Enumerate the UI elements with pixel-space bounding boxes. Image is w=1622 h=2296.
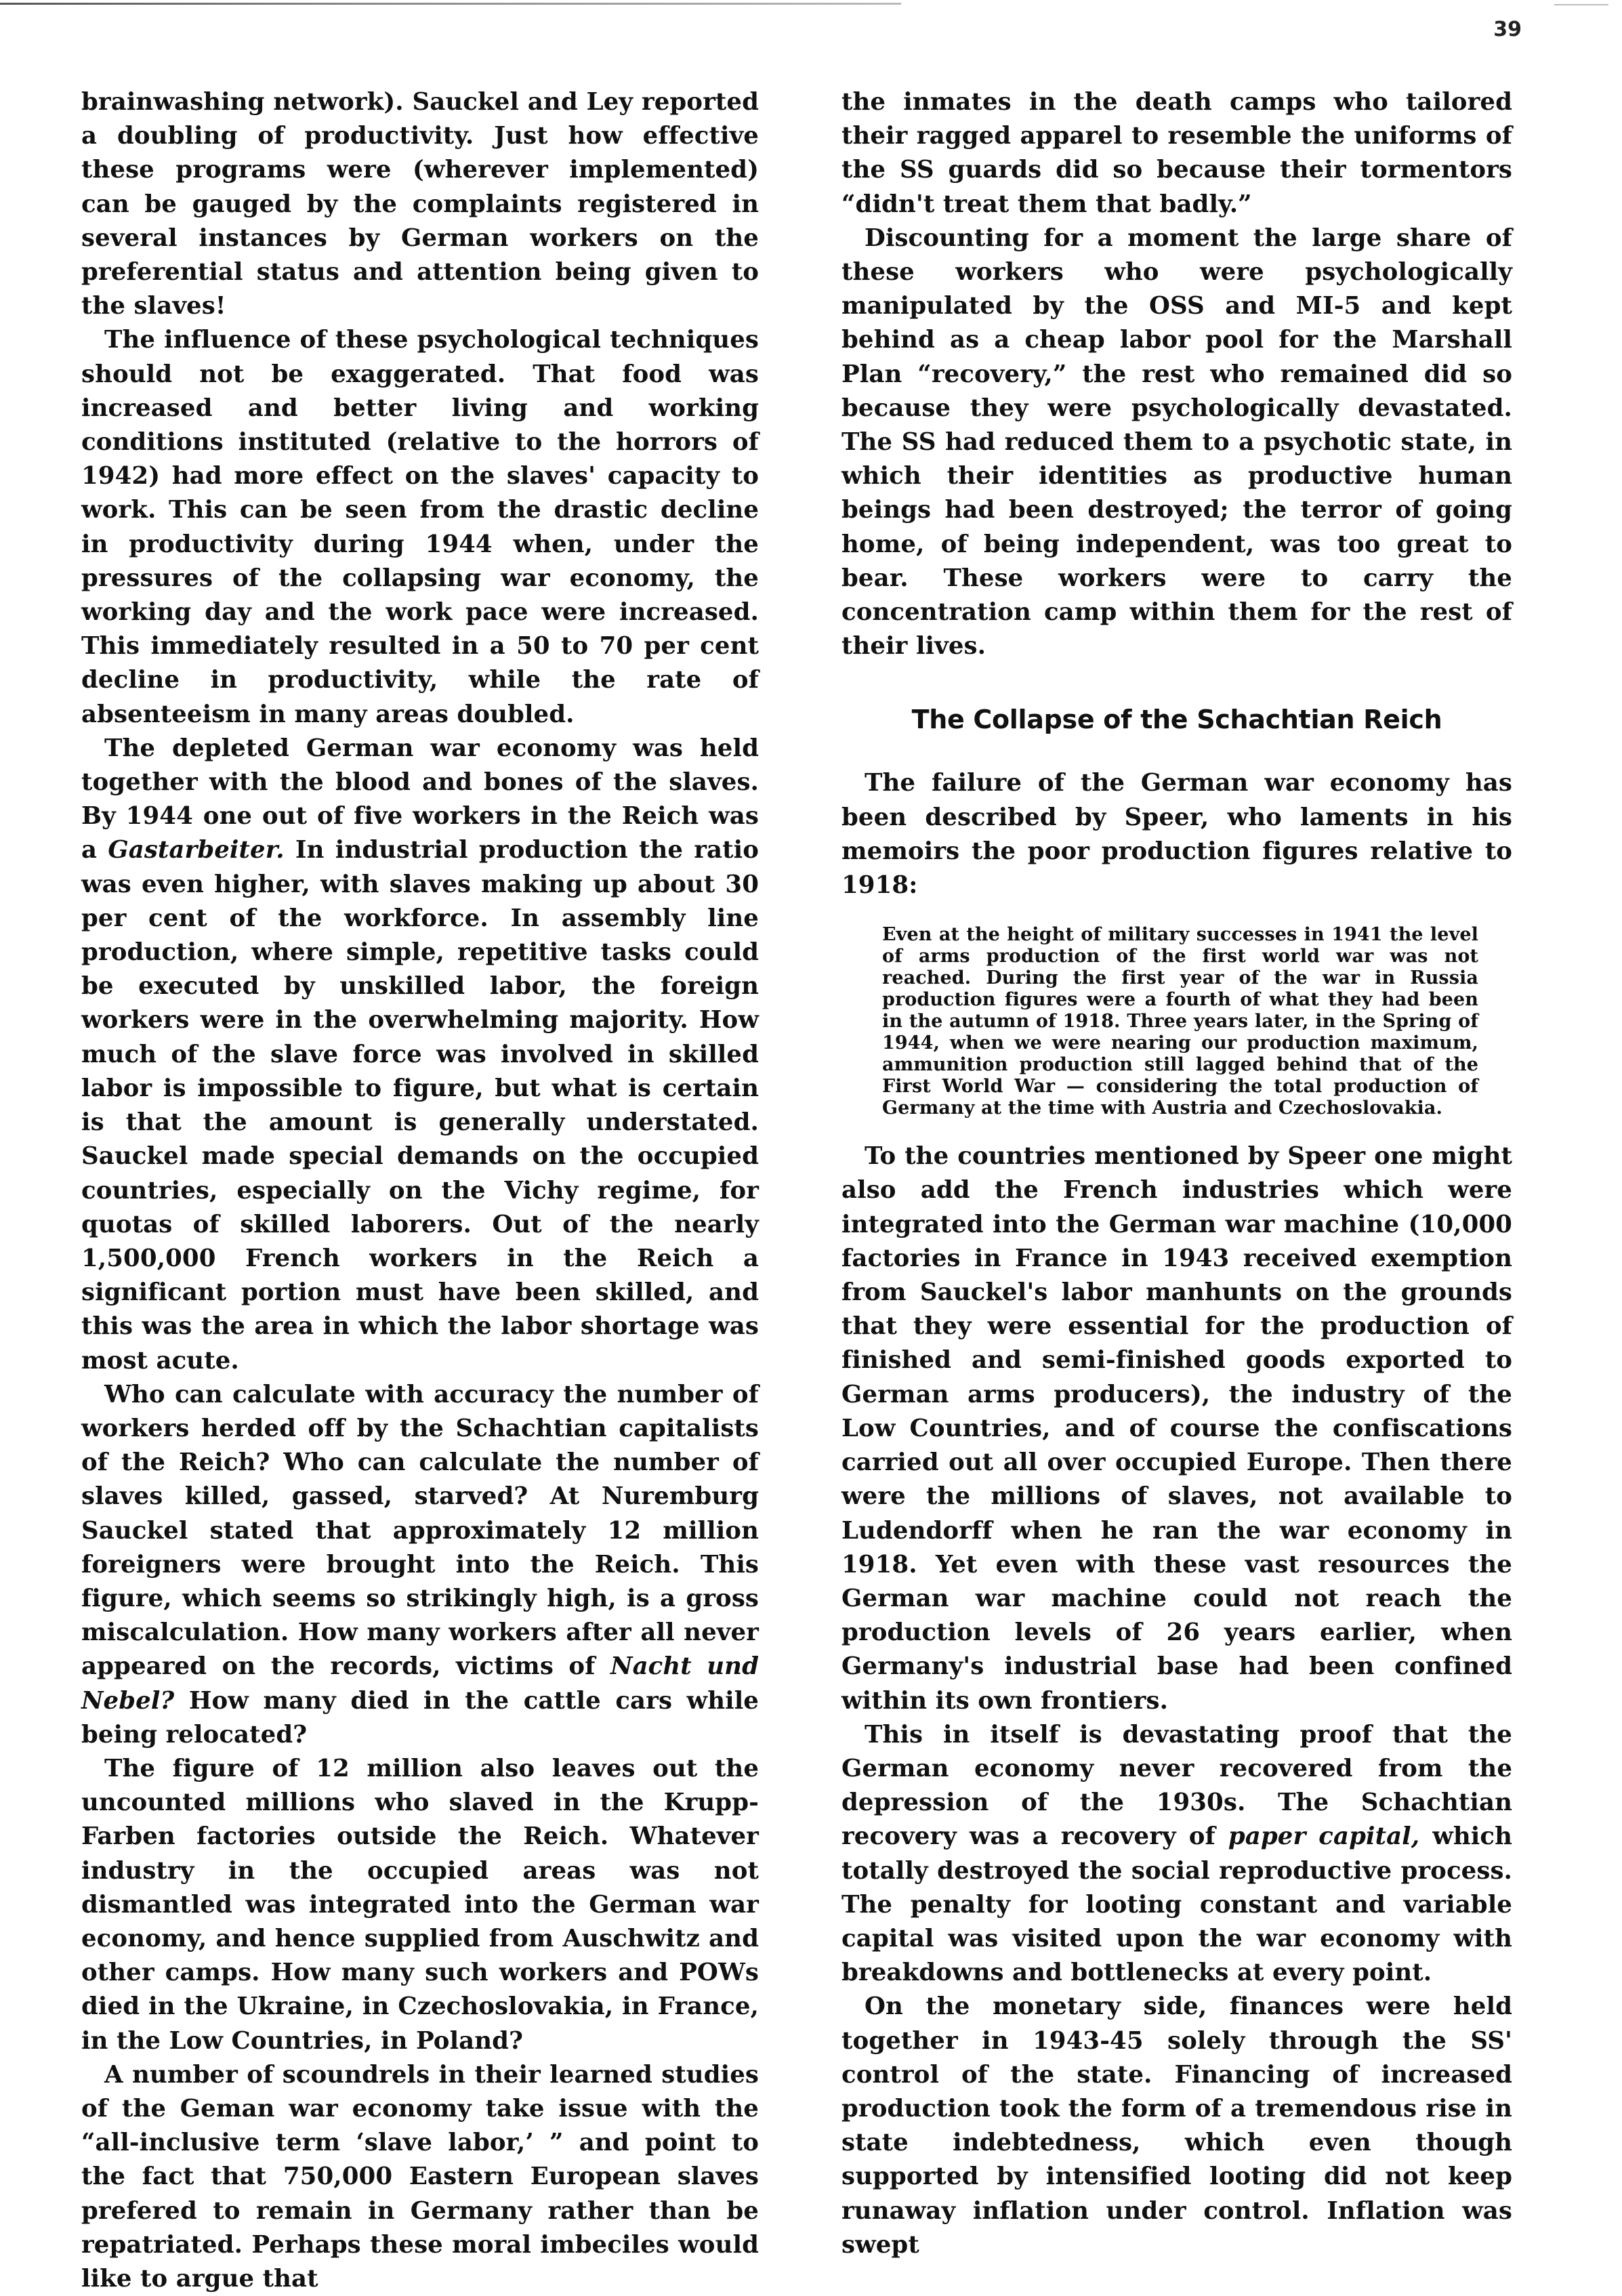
scan-edge-mark — [1554, 4, 1608, 5]
text-run: How many died in the cattle cars while being relocated? — [81, 1686, 759, 1749]
page-number: 39 — [1493, 18, 1522, 41]
paragraph — [841, 1718, 1512, 1990]
paragraph — [81, 732, 759, 1378]
text-run: This in itself is devastating proof that the German economy never recovered from the depression of the 1930s. The Schachtian recovery was a recovery of — [841, 1720, 1512, 1851]
section-heading: The Collapse of the Schachtian Reich — [911, 705, 1442, 735]
text-run: Who can calculate with accuracy the number of workers herded off by the Schachtian capitalists of the Reich? Who can calculate the number of slaves killed, gassed, starved? At Nuremburg Sauckel stated that approximately 12 million foreigners were brought into the Reich. This figure, which seems so strikingly high, is a gross miscalculation. How many workers after all never appeared on the records, victims of — [81, 1380, 759, 1681]
block-quote: Even at the height of military successes in 1941 the level of arms production of the first world war was not reached. During the first year of the war in Russia production figures were a fourth of what they had been in the autumn of 1918. Three years later, in the Spring of 1944, when we were nearing our production maximum, ammunition production still lagged behind that of the First World War — considering the total production of Germany at the time with Austria and Czechoslovakia. — [882, 924, 1478, 1119]
right-column — [841, 85, 1512, 2262]
paragraph: The failure of the German war economy has been described by Speer, who laments in his memoirs the poor production figures relative to 1918: — [841, 769, 1512, 900]
text-run: In industrial production the ratio was even higher, with slaves making up about 30 per cent of the workforce. In assembly line production, where simple, repetitive tasks could be executed by unskilled labor, the foreign workers were in the overwhelming majority. How much of the slave force was involved in skilled labor is impossible to figure, but what is certain is that the amount is generally understated. Sauckel made special demands on the occupied countries, especially on the Vichy regime, for quotas of skilled laborers. Out of the nearly 1,500,000 French workers in the Reich a significant portion must have been skilled, and this was the area in which the labor shortage was most acute. — [81, 836, 760, 1375]
italic-term: paper capital, — [1228, 1822, 1420, 1851]
paragraph: A number of scoundrels in their learned studies of the Geman war economy take issue with the “all-inclusive term ‘slave labor,’ ” and point to the fact that 750,000 Eastern European slaves prefered to remain in Germany rather than be repatriated. Perhaps these moral imbeciles would like to argue that — [81, 2060, 759, 2293]
paragraph: Discounting for a moment the large share of these workers who were psychologically manipulated by the OSS and MI-5 and kept behind as a cheap labor pool for the Marshall Plan “recovery,” the rest who remained did so because they were psychologically devastated. The SS had reduced them to a psychotic state, in which their identities as productive human beings had been destroyed; the terror of going home, of being independent, was too great to bear. These workers were to carry the concentration camp within them for the rest of their lives. — [841, 224, 1512, 661]
paragraph: the inmates in the death camps who tailored their ragged apparel to resemble the uniforms of the SS guards did so because their tormentors “didn't treat them that badly.” — [841, 88, 1512, 218]
text-run: The depleted German war economy was held together with the blood and bones of the slaves. By 1944 one out of five workers in the Reich was a — [81, 734, 759, 864]
italic-term: Gastarbeiter. — [108, 836, 285, 864]
scan-edge-line — [0, 3, 901, 5]
paragraph — [81, 1378, 759, 1752]
paragraph: To the countries mentioned by Speer one might also add the French industries which were integrated into the German war machine (10,000 factories in France in 1943 received exemption from Sauckel's labor manhunts on the grounds that they were essential for the production of finished and semi-finished goods exported to German arms producers), the industry of the Low Countries, and of course the confiscations carried out all over occupied Europe. Then there were the millions of slaves, not available to Ludendorff when he ran the war economy in 1918. Yet even with these vast resources the German war machine could not reach the production levels of 26 years earlier, when Germany's industrial base had been confined within its own frontiers. — [841, 1142, 1512, 1715]
paragraph: On the monetary side, finances were held together in 1943-45 solely through the SS' control of the state. Financing of increased production took the form of a tremendous rise in state indebtedness, which even though supported by intensified looting did not keep runaway inflation under control. Inflation was swept — [841, 1992, 1512, 2259]
text-run: which totally destroyed the social reproductive process. The penalty for looting constant and variable capital was visited upon the war economy with breakdowns and bottlenecks at every point. — [841, 1822, 1512, 1987]
left-column — [81, 85, 759, 2296]
paragraph: brainwashing network). Sauckel and Ley reported a doubling of productivity. Just how effective these programs were (wherever implemented) can be gauged by the complaints registered in several instances by German workers on the preferential status and attention being given to the slaves! — [81, 88, 759, 320]
italic-term: Nacht und Nebel? — [81, 1652, 760, 1715]
paragraph: The influence of these psychological techniques should not be exaggerated. That food was increased and better living and working conditions instituted (relative to the horrors of 1942) had more effect on the slaves' capacity to work. This can be seen from the drastic decline in productivity during 1944 when, under the pressures of the collapsing war economy, the working day and the work pace were increased. This immediately resulted in a 50 to 70 per cent decline in productivity, while the rate of absenteeism in many areas doubled. — [81, 326, 759, 728]
paragraph: The figure of 12 million also leaves out the uncounted millions who slaved in the Krupp-Farben factories outside the Reich. Whatever industry in the occupied areas was not dismantled was integrated into the German war economy, and hence supplied from Auschwitz and other camps. How many such workers and POWs died in the Ukraine, in Czechoslovakia, in France, in the Low Countries, in Poland? — [81, 1754, 759, 2055]
